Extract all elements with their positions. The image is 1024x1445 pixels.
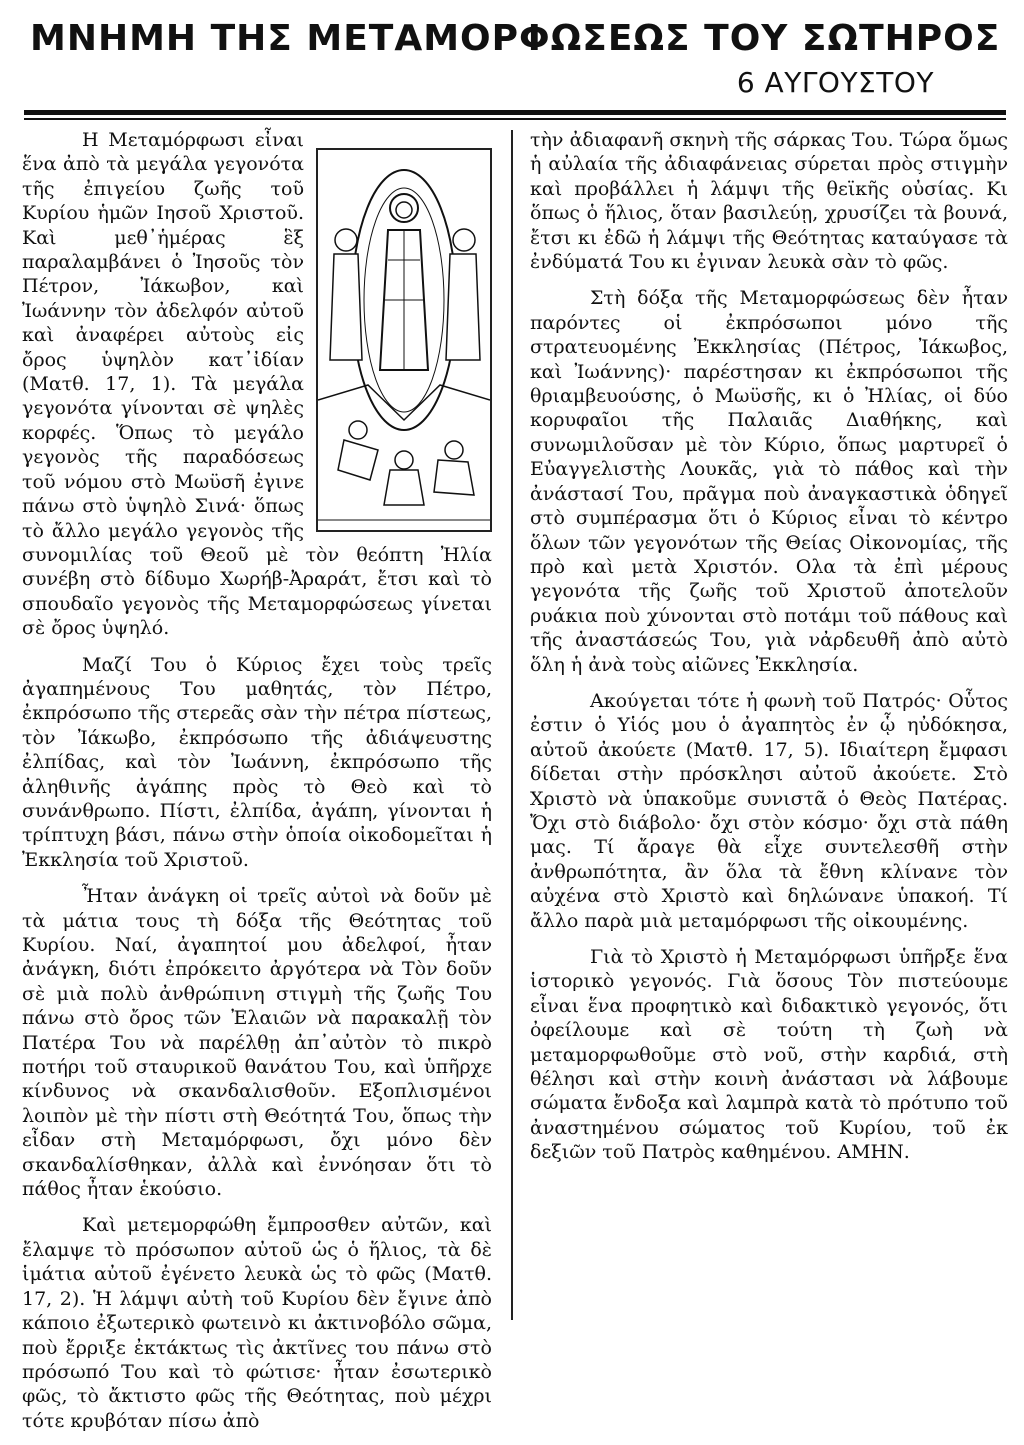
right-paragraph-1: τὴν ἀδιαφανῆ σκηνὴ τῆς σάρκας Του. Τώρα ὅμως ἡ αὐλαία τῆς ἀδιαφάνειας σύρεται πρὸς στιγμὴν καὶ προβάλλει ἡ λάμψι τῆς θεϊκῆς οὐσίας. Κι ὅπως ὁ ἥλιος, ὅταν βασιλεύῃ, χρυσίζει τὰ βουνά, ἔτσι κι ἐδῶ ἡ λάμψι τῆς Θεότητας καταύγασε τὰ ἐνδύματά Του κι ἐγιναν λευκὰ σὰν τὸ φῶς.: [530, 129, 1008, 274]
left-paragraph-4: Καὶ μετεμορφώθη ἔμπροσθεν αὐτῶν, καὶ ἔλαμψε τὸ πρόσωπον αὐτοῦ ὡς ὁ ἥλιος, τὰ δὲ ἱμάτια αὐτοῦ ἐγένετο λευκὰ ὡς τὸ φῶς (Ματθ. 17, 2). Ἡ λάμψι αὐτὴ τοῦ Κυρίου δὲν ἔγινε ἀπὸ κάποιο ἐξωτερικὸ φωτεινὸ κι ἀκτινοβόλο σῶμα, ποὺ ἔρριξε ἐκτάκτως τὶς ἀκτῖνες του πάνω στὸ πρόσωπό Του καὶ τὸ φώτισε· ἦταν ἐσωτερικὸ φῶς, τὸ ἄκτιστο φῶς τῆς Θεότητας, ποὺ μέχρι τότε κρυβόταν πίσω ἀπὸ: [22, 1214, 492, 1432]
column-divider: [511, 130, 513, 1320]
left-paragraph-1: Η Μεταμόρφωσι εἶναι ἕνα ἀπὸ τὰ μεγάλα γεγονότα τῆς ἐπιγείου ζωῆς τοῦ Κυρίου ἡμῶν Ιησοῦ Χριστοῦ. Καὶ μεθ᾽ἡμέρας ἓξ παραλαμβάνει ὁ Ἰησοῦς τὸν Πέτρον, Ἰάκωβον, καὶ Ἰωάννην τὸν ἀδελφόν αὐτοῦ καὶ ἀναφέρει αὐτοὺς εἰς ὄρος ὑψηλὸν κατ᾽ἰδίαν (Ματθ. 17, 1). Τὰ μεγάλα γεγονότα γίνονται σὲ ψηλὲς κορφές. Ὅπως τὸ μεγάλο γεγονὸς τῆς παραδόσεως τοῦ νόμου στὸ Μωϋσῆ ἐγινε πάνω στὸ ὑψηλὸ Σινά· ὅπως τὸ ἄλλο μεγάλο γεγονὸς τῆς συνομιλίας τοῦ Θεοῦ μὲ τὸν θεόπτη Ἠλία συνέβη στὸ δίδυμο Χωρήβ-Ἀραράτ, ἔτσι καὶ τὸ σπουδαῖο γεγονὸς τῆς Μεταμορφώσεως γίνεται σὲ ὄρος ὑψηλό.: [22, 129, 492, 640]
feast-date: 6 ΑΥΓΟΥΣΤΟΥ: [736, 66, 934, 99]
header-rule-thick: [24, 110, 1006, 115]
left-paragraph-2: Μαζί Του ὁ Κύριος ἔχει τοὺς τρεῖς ἀγαπημένους Του μαθητάς, τὸν Πέτρο, ἐκπρόσωπο τῆς στερεᾶς σὰν τὴν πέτρα πίστεως, τὸν Ἰάκωβο, ἐκπρόσωπο τῆς ἀδιάψευστης ἐλπίδας, καὶ τὸν Ἰωάννη, ἐκπρόσωπο τῆς ἀληθινῆς ἀγάπης πρὸς τὸ Θεὸ καὶ τὸ συνάνθρωπο. Πίστι, ἐλπίδα, ἀγάπη, γίνονται ἡ τρίπτυχη βάσι, πάνω στὴν ὁποία οἰκοδομεῖται ἡ Ἐκκλησία τοῦ Χριστοῦ.: [22, 653, 492, 871]
right-column: [530, 128, 1008, 1177]
transfiguration-icon: [316, 148, 492, 532]
page-title: ΜΝΗΜΗ ΤΗΣ ΜΕΤΑΜΟΡΦΩΣΕΩΣ ΤΟΥ ΣΩΤΗΡΟΣ: [30, 18, 1001, 59]
right-paragraph-3: Ακούγεται τότε ἡ φωνὴ τοῦ Πατρός· Οὗτος ἐστιν ὁ Υἱός μου ὁ ἀγαπητὸς ἐν ᾧ ηὐδόκησα, αὐτοῦ ἀκούετε (Ματθ. 17, 5). Ιδιαίτερη ἔμφασι δίδεται στὴν πρόσκλησι αὐτοῦ ἀκούετε. Στὸ Χριστὸ νὰ ὑπακοῦμε συνιστᾶ ὁ Θεὸς Πατέρας. Ὄχι στὸ διάβολο· ὄχι στὸν κόσμο· ὄχι στὰ πάθη μας. Τί ἄραγε θὰ εἶχε συντελεσθῆ στὴν ἀνθρωπότητα, ἂν ὅλα τὰ ἔθνη κλίνανε τὸν αὐχένα στὸ Χριστὸ καὶ δηλώνανε ὑπακοή. Τί ἄλλο παρὰ μιὰ μεταμόρφωσι τῆς οἰκουμένης.: [530, 689, 1008, 932]
right-paragraph-2: Στὴ δόξα τῆς Μεταμορφώσεως δὲν ἦταν παρόντες οἱ ἐκπρόσωποι μόνο τῆς στρατευομένης Ἐκκλησίας (Πέτρος, Ἰάκωβος, καὶ Ἰωάννης)· παρέστησαν κι ἐκπρόσωποι τῆς θριαμβευούσης, ὁ Μωϋσῆς, κι ὁ Ἠλίας, οἱ δύο κορυφαῖοι τῆς Παλαιᾶς Διαθήκης, καὶ συνωμιλοῦσαν μὲ τὸν Κύριο, ὅπως μαρτυρεῖ ὁ Εὐαγγελιστὴς Λουκᾶς, γιὰ τὸ πάθος καὶ τὴν ἀνάστασί Του, πρᾶγμα ποὺ ἀναγκαστικὰ ὁδηγεῖ στὸ συμπέρασμα ὅτι ὁ Κύριος εἶναι τὸ κέντρο ὅλων τῶν γεγονότων τῆς Θείας Οἰκονομίας, τῆς πρὸ καὶ μετὰ Χριστόν. Ολα τὰ ἐπὶ μέρους γεγονότα τῆς ζωῆς τοῦ Χριστοῦ ἀποτελοῦν ρυάκια ποὺ χύνονται στὸ ποτάμι τοῦ πάθους καὶ τῆς ἀναστάσεώς Του, γιὰ νἀρδευθῆ ἀπὸ αὐτὸ ὅλη ἡ ἀνὰ τοὺς αἰῶνες Ἐκκλησία.: [530, 287, 1008, 676]
left-paragraph-3: Ἦταν ἀνάγκη οἱ τρεῖς αὐτοὶ νὰ δοῦν μὲ τὰ μάτια τους τὴ δόξα τῆς Θεότητας τοῦ Κυρίου. Ναί, ἀγαπητοί μου ἀδελφοί, ἦταν ἀνάγκη, διότι ἐπρόκειτο ἀργότερα νὰ Τὸν δοῦν σὲ μιὰ πολὺ ἀνθρώπινη στιγμὴ τῆς ζωῆς Του πάνω στὸ ὄρος τῶν Ἐλαιῶν νὰ παρακαλῇ τὸν Πατέρα Του νὰ παρέλθῃ ἀπ᾽αὐτὸν τὸ πικρὸ ποτήρι τοῦ σταυρικοῦ θανάτου Του, καὶ ὑπῆρχε κίνδυνος νὰ σκανδαλισθοῦν. Εξοπλισμένοι λοιπὸν μὲ τὴν πίστι στὴ Θεότητά Του, ὅπως τὴν εἶδαν στὴ Μεταμόρφωσι, ὄχι μόνο δὲν σκανδαλίσθηκαν, ἀλλὰ καὶ ἐννόησαν ὅτι τὸ πάθος ἦταν ἑκούσιο.: [22, 885, 492, 1201]
right-paragraph-4: Γιὰ τὸ Χριστὸ ἡ Μεταμόρφωσι ὑπῆρξε ἕνα ἱστορικὸ γεγονός. Γιὰ ὅσους Τὸν πιστεύουμε εἶναι ἕνα προφητικὸ καὶ διδακτικὸ γεγονός, ὅτι ὀφείλουμε καὶ σὲ τούτη τὴ ζωὴ νὰ μεταμορφωθοῦμε στὸ νοῦ, στὴν καρδιά, στὴ θέλησι καὶ στὴν κοινὴ ἀνάστασι νὰ λάβουμε σώματα ἔνδοξα καὶ λαμπρὰ κατὰ τὸ πρότυπο τοῦ ἀναστημένου σώματος τοῦ Κυρίου, τοῦ ἐκ δεξιῶν τοῦ Πατρὸς καθημένου. ΑΜΗΝ.: [530, 946, 1008, 1164]
left-column: [22, 128, 492, 1445]
header-rule-thin: [24, 118, 1006, 120]
